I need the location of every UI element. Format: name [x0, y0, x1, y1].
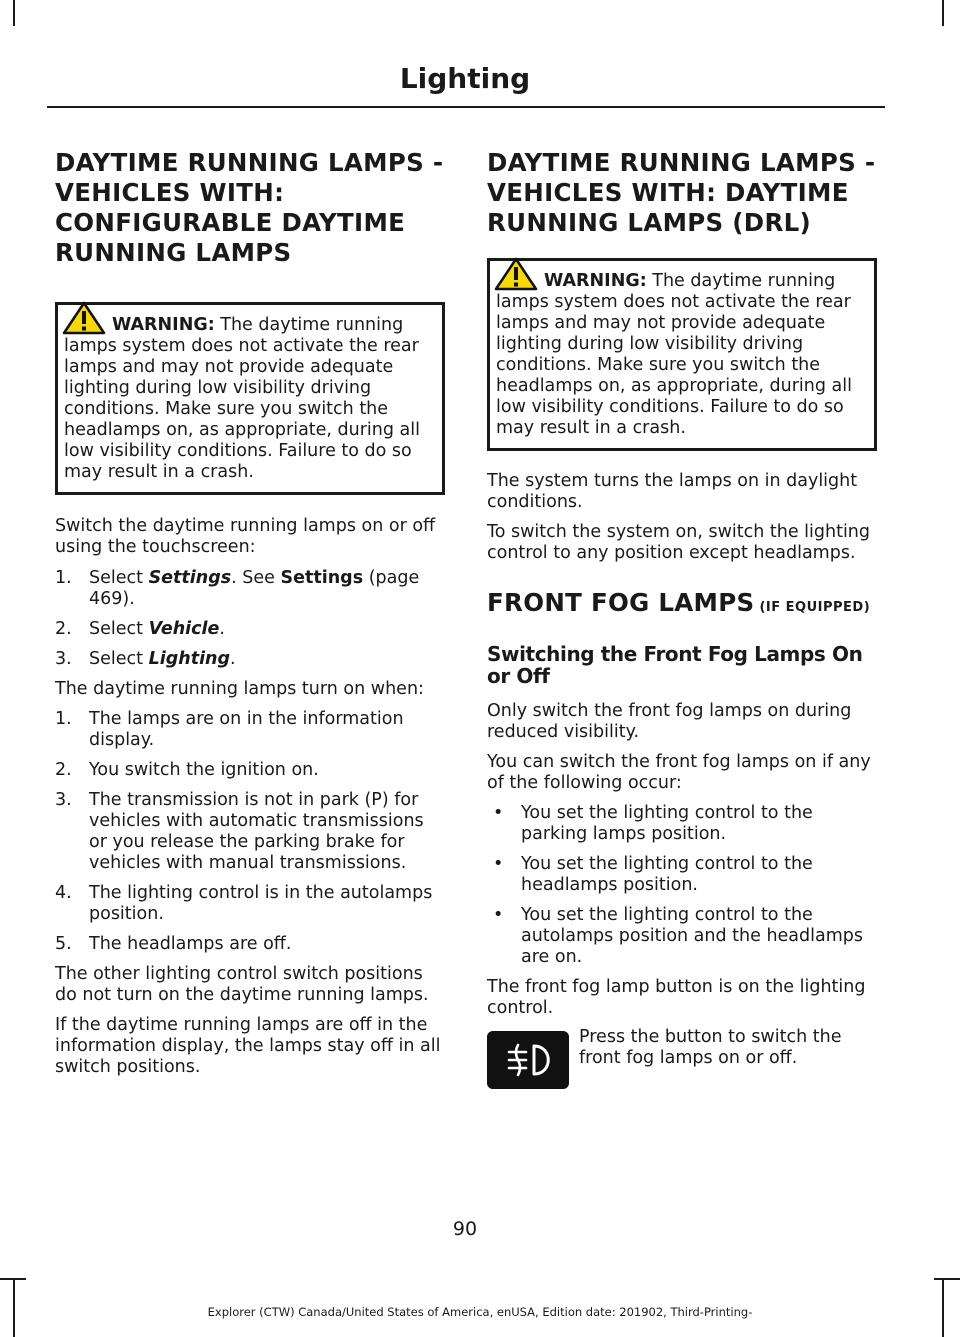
settings-link[interactable]: Settings	[280, 568, 364, 588]
left-heading: DAYTIME RUNNING LAMPS - VEHICLES WITH: CONFIGURABLE DAYTIME RUNNING LAMPS	[55, 148, 444, 267]
crop-mark-top-left	[13, 0, 15, 26]
list-item: • You set the lighting control to the headlamps position.	[493, 854, 813, 895]
fog-subheading: Switching the Front Fog Lamps On or Off	[487, 642, 863, 688]
front-fog-lamp-icon	[487, 1031, 569, 1089]
header-divider	[47, 106, 885, 108]
fog-heading: FRONT FOG LAMPS (IF EQUIPPED)	[487, 588, 871, 617]
left-column	[55, 148, 445, 1078]
left-warning-box: WARNING: The daytime running lamps system does not activate the rear lamps and may not provide adequate lighting during low visibility driving conditions. Make sure you switch the headlamps on, as appropriate, during all low visibility conditions. Failure to do so may result in a crash.	[55, 302, 445, 495]
turn-on-conditions	[55, 709, 445, 955]
right-column	[487, 148, 877, 1117]
right-warning-box: WARNING: The daytime running lamps system does not activate the rear lamps and may not provide adequate lighting during low visibility driving conditions. Make sure you switch the headlamps on, as appropriate, during all low visibility conditions. Failure to do so may result in a crash.	[487, 258, 877, 451]
warning-triangle-icon	[494, 257, 538, 291]
list-item: 2. You switch the ignition on.	[55, 760, 319, 780]
fog-press-instruction: Press the button to switch the front fog lamps on or off.	[579, 1027, 842, 1068]
list-item: 3. Select Lighting.	[55, 649, 236, 669]
right-heading: DAYTIME RUNNING LAMPS - VEHICLES WITH: DAYTIME RUNNING LAMPS (DRL)	[487, 148, 876, 237]
list-item: 1. Select Settings. See Settings (page 469).	[55, 568, 420, 609]
fog-para-3: The front fog lamp button is on the lighting control.	[487, 977, 866, 1018]
left-intro: Switch the daytime running lamps on or off using the touchscreen:	[55, 516, 436, 557]
right-para-1: The system turns the lamps on in daylight conditions.	[487, 471, 858, 512]
left-para-1: The other lighting control switch positions do not turn on the daytime running lamps.	[55, 964, 429, 1005]
fog-button-row	[487, 1027, 877, 1117]
list-item: • You set the lighting control to the autolamps position and the headlamps are on.	[493, 905, 864, 967]
list-item: 5. The headlamps are off.	[55, 934, 292, 954]
fog-para-1: Only switch the front fog lamps on during reduced visibility.	[487, 701, 852, 742]
right-para-2: To switch the system on, switch the lighting control to any position except headlamps.	[487, 522, 871, 563]
warning-label: WARNING:	[544, 271, 647, 291]
page-number: 90	[452, 1218, 478, 1240]
crop-mark-top-right	[942, 0, 944, 26]
footer-edition: Explorer (CTW) Canada/United States of America, enUSA, Edition date: 201902, Third-Printing-	[207, 1305, 753, 1319]
list-item: 2. Select Vehicle.	[55, 619, 225, 639]
crop-mark-bottom-right	[934, 1278, 960, 1280]
list-item: 1. The lamps are on in the information display.	[55, 709, 404, 750]
list-item: • You set the lighting control to the parking lamps position.	[493, 803, 813, 844]
warning-triangle-icon	[62, 301, 106, 335]
fog-conditions	[487, 803, 877, 968]
list-item: 3. The transmission is not in park (P) for vehicles with automatic transmissions or you release the parking brake for vehicles with manual transmissions.	[55, 790, 424, 873]
list-item: 4. The lighting control is in the autolamps position.	[55, 883, 433, 924]
page-section-title: Lighting	[399, 62, 531, 95]
settings-steps	[55, 568, 445, 670]
left-para-2: If the daytime running lamps are off in the information display, the lamps stay off in all switch positions.	[55, 1015, 441, 1077]
warning-label: WARNING:	[112, 315, 215, 335]
turn-on-intro: The daytime running lamps turn on when:	[55, 679, 424, 699]
fog-para-2: You can switch the front fog lamps on if any of the following occur:	[487, 752, 871, 793]
